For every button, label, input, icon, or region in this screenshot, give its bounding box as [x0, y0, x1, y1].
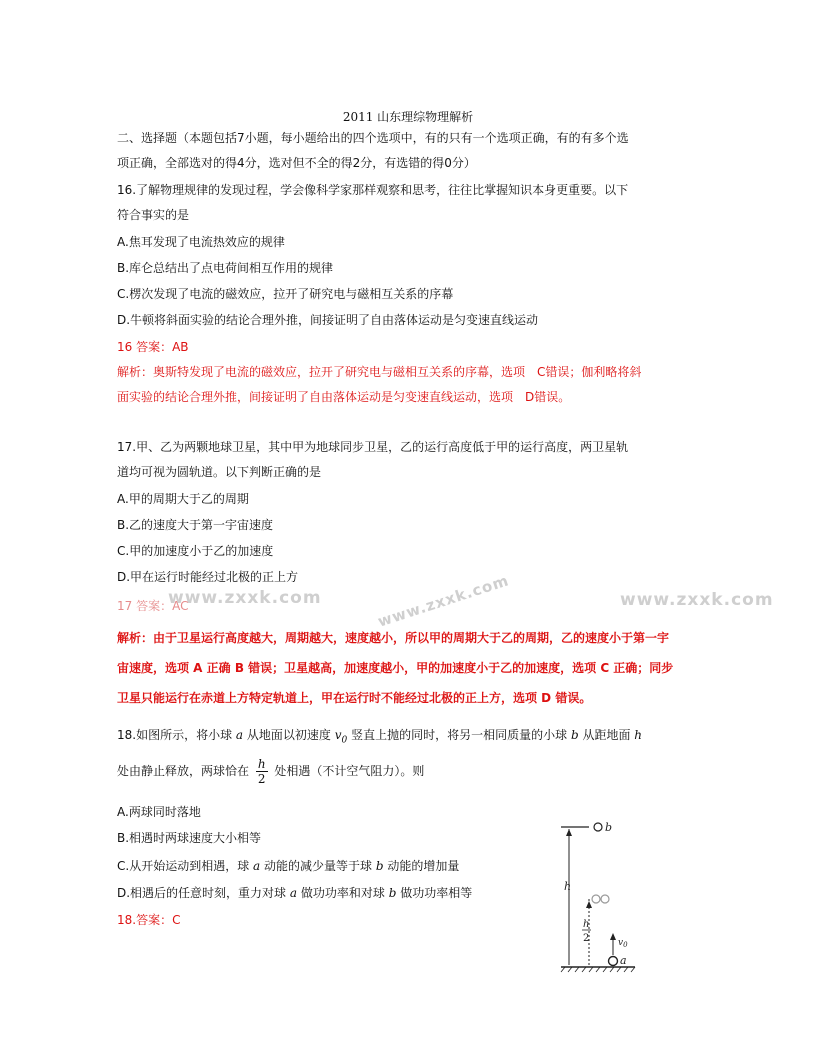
q16-analysis-line2: 面实验的结论合理外推，间接证明了自由落体运动是匀变速直线运动，选项 D错误。: [117, 390, 571, 404]
meeting-ball-1-icon: [592, 895, 600, 903]
h2-arrow-top-icon: [586, 901, 592, 908]
q17-option-a: A.甲的周期大于乙的周期: [117, 492, 249, 506]
q17-option-c: C.甲的加速度小于乙的加速度: [117, 544, 274, 558]
label-h2-num: h: [583, 919, 590, 930]
section-intro-line2: 项正确，全部选对的得4分，选对但不全的得2分，有选错的得0分）: [117, 156, 476, 170]
q18-stem-line1: 18.如图所示，将小球 a 从地面以初速度 $v_0$ 竖直上抛的同时，将另一相同质量的小球 b 从距地面 h: [117, 728, 643, 746]
q18-stem-line2: 处由静止释放，两球恰在 $\frac{h}{2}$ 处相遇（不计空气阻力）。则: [117, 757, 425, 786]
q16-option-b: B.库仑总结出了点电荷间相互作用的规律: [117, 261, 334, 275]
label-a: a: [620, 954, 627, 967]
v0-arrow-icon: [610, 933, 616, 940]
h-arrow-top-icon: [566, 829, 572, 836]
watermark-left: www.zxxk.com: [168, 588, 322, 608]
q16-stem-line2: 符合事实的是: [117, 208, 190, 222]
q17-stem-line1: 17.甲、乙为两颗地球卫星，其中甲为地球同步卫星，乙的运行高度低于甲的运行高度，两卫星轨: [117, 440, 629, 454]
q18-option-c: C.从开始运动到相遇，球 a 动能的减少量等于球 b 动能的增加量: [117, 859, 460, 873]
document-title: 2011 山东理综物理解析: [342, 110, 474, 124]
q17-analysis-line2: 宙速度，选项 A 正确 B 错误；卫星越高，加速度越小，甲的加速度小于乙的加速度，选项 C 正确；同步: [117, 661, 674, 675]
q18-option-a: A.两球同时落地: [117, 805, 201, 819]
watermark-right: www.zxxk.com: [620, 590, 774, 610]
label-h: h: [564, 880, 572, 893]
q17-option-b: B.乙的速度大于第一宇宙速度: [117, 518, 274, 532]
fraction-h-over-2: $\frac{h}{2}$: [257, 757, 266, 786]
q18-answer: 18.答案：C: [117, 913, 181, 927]
q17-stem-line2: 道均可视为圆轨道。以下判断正确的是: [117, 465, 322, 479]
var-h: h: [634, 728, 643, 742]
var-v0: $v_0$: [334, 728, 348, 746]
ball-a-icon: [609, 957, 618, 966]
q16-answer: 16 答案：AB: [117, 340, 189, 354]
label-h2-den: 2: [583, 933, 590, 944]
q18-option-b: B.相遇时两球速度大小相等: [117, 831, 262, 845]
label-b: b: [605, 821, 613, 834]
watermark-middle: www.zxxk.com: [375, 571, 512, 631]
q17-answer: 17 答案：AC: [117, 599, 189, 613]
meeting-ball-2-icon: [601, 895, 609, 903]
q17-analysis-line3: 卫星只能运行在赤道上方特定轨道上，甲在运行时不能经过北极的正上方，选项 D 错误。: [117, 691, 592, 705]
q16-option-c: C.楞次发现了电流的磁效应，拉开了研究电与磁相互关系的序幕: [117, 287, 454, 301]
ground-hatch: [561, 967, 635, 972]
section-intro-line1: 二、选择题（本题包括7小题，每小题给出的四个选项中，有的只有一个选项正确，有的有多个选: [117, 131, 629, 145]
q16-stem-line1: 16.了解物理规律的发现过程，学会像科学家那样观察和思考，往往比掌握知识本身更重要。以下: [117, 183, 629, 197]
ball-b-icon: [594, 823, 602, 831]
q17-option-d: D.甲在运行时能经过北极的正上方: [117, 570, 299, 584]
q17-analysis-line1: 解析：由于卫星运行高度越大，周期越大，速度越小，所以甲的周期大于乙的周期，乙的速度小于第一宇: [117, 631, 670, 645]
q18-option-d: D.相遇后的任意时刻，重力对球 a 做功功率和对球 b 做功功率相等: [117, 886, 473, 900]
var-a: a: [235, 728, 244, 742]
q16-option-a: A.焦耳发现了电流热效应的规律: [117, 235, 285, 249]
label-v0: $v_0$: [618, 938, 628, 949]
q16-analysis-line1: 解析：奥斯特发现了电流的磁效应，拉开了研究电与磁相互关系的序幕，选项 C错误；伽利略将斜: [117, 365, 642, 379]
q18-figure: [555, 815, 645, 980]
var-b: b: [570, 728, 579, 742]
q16-option-d: D.牛顿将斜面实验的结论合理外推，间接证明了自由落体运动是匀变速直线运动: [117, 313, 539, 327]
